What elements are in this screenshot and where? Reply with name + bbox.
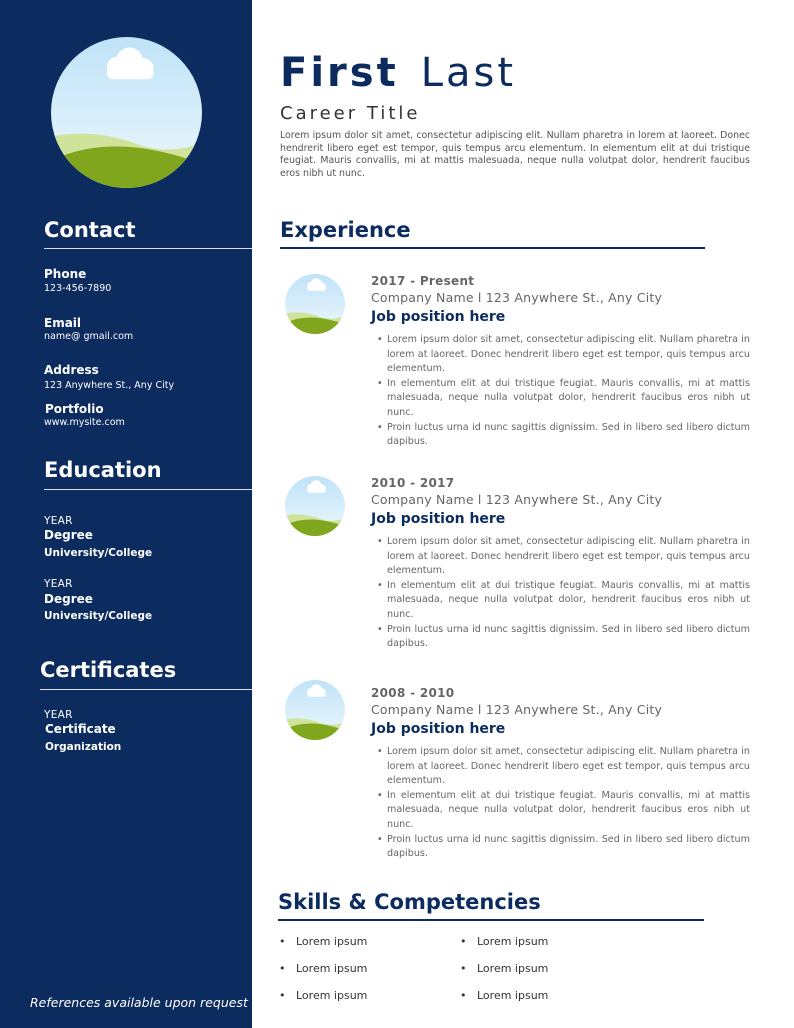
job-bullet: • In elementum elit at dui tristique feugiat. Mauris convallis, mi at mattis malesuada, neque nulla volutpat dolor, hendrerit faucibus eros nibh ut nunc.: [387, 579, 750, 623]
job-bullet: • Lorem ipsum dolor sit amet, consectetur adipiscing elit. Nullam pharetra in lorem at laoreet. Donec hendrerit libero eget est tempor, quis tempus arcu elementum.: [387, 333, 750, 377]
education-school: University/College: [44, 610, 153, 622]
education-degree: Degree: [44, 592, 93, 606]
job-company: Company Name l 123 Anywhere St., Any City: [371, 290, 663, 305]
skill-item: • Lorem ipsum: [477, 989, 548, 1016]
address-value: 123 Anywhere St., Any City: [44, 380, 175, 391]
job-bullet: • Lorem ipsum dolor sit amet, consectetur adipiscing elit. Nullam pharetra in lorem at laoreet. Donec hendrerit libero eget est tempor, quis tempus arcu elementum.: [387, 745, 750, 789]
sidebar: [0, 0, 252, 1028]
portfolio-value: www.mysite.com: [44, 417, 125, 428]
experience-heading: Experience: [280, 218, 411, 242]
contact-divider: [44, 248, 252, 249]
career-title: Career Title: [280, 103, 421, 124]
job-dates: 2017 - Present: [371, 274, 475, 288]
first-name: First: [280, 50, 399, 96]
skill-item: • Lorem ipsum: [477, 935, 548, 962]
skill-item: • Lorem ipsum: [296, 989, 367, 1016]
job-title: Job position here: [371, 309, 506, 325]
skill-item: • Lorem ipsum: [296, 962, 367, 989]
company-logo-icon: [285, 476, 345, 536]
education-year: YEAR: [44, 515, 73, 527]
job-bullet: • Lorem ipsum dolor sit amet, consectetur adipiscing elit. Nullam pharetra in lorem at laoreet. Donec hendrerit libero eget est tempor, quis tempus arcu elementum.: [387, 535, 750, 579]
skills-divider: [278, 919, 704, 921]
skill-item: • Lorem ipsum: [477, 962, 548, 989]
education-divider: [44, 489, 252, 490]
main-content: [252, 0, 794, 1028]
experience-divider: [280, 247, 705, 249]
job-bullet: • Proin luctus urna id nunc sagittis dignissim. Sed in libero sed libero dictum dapibus.: [387, 833, 750, 862]
job-dates: 2010 - 2017: [371, 476, 455, 490]
phone-value: 123-456-7890: [44, 283, 112, 294]
skills-list-right: [477, 935, 548, 1016]
profile-summary: Lorem ipsum dolor sit amet, consectetur adipiscing elit. Nullam pharetra in lorem at laoreet. Donec hendrerit libero eget est tempor, quis tempus arcu elementum. In elementum elit at dui tristique feugiat. Mauris convallis, mi at mattis malesuada, neque nulla volutpat dolor, hendrerit faucibus eros nibh ut nunc.: [280, 130, 750, 179]
education-heading: Education: [44, 458, 162, 482]
skill-item: • Lorem ipsum: [296, 935, 367, 962]
job-company: Company Name l 123 Anywhere St., Any City: [371, 702, 663, 717]
skills-list-left: [296, 935, 367, 1016]
certificate-year: YEAR: [44, 709, 73, 721]
full-name: [280, 50, 516, 96]
certificate-name: Certificate: [45, 722, 116, 736]
education-school: University/College: [44, 547, 153, 559]
portfolio-label: Portfolio: [45, 402, 104, 416]
company-logo-icon: [285, 680, 345, 740]
job-bullet: • Proin luctus urna id nunc sagittis dignissim. Sed in libero sed libero dictum dapibus.: [387, 421, 750, 450]
job-bullets: [387, 745, 750, 862]
email-value: name@ gmail.com: [44, 331, 134, 342]
address-label: Address: [44, 363, 99, 377]
education-degree: Degree: [44, 528, 93, 542]
skills-heading: Skills & Competencies: [278, 890, 541, 914]
email-label: Email: [44, 316, 82, 330]
job-bullets: [387, 333, 750, 450]
references-note: References available upon request: [30, 995, 248, 1010]
job-title: Job position here: [371, 721, 506, 737]
certificates-divider: [40, 689, 252, 690]
phone-label: Phone: [44, 267, 87, 281]
job-bullets: [387, 535, 750, 652]
certificates-heading: Certificates: [40, 658, 177, 682]
profile-photo-icon: [51, 37, 202, 188]
contact-heading: Contact: [44, 218, 136, 242]
job-bullet: • In elementum elit at dui tristique feugiat. Mauris convallis, mi at mattis malesuada, neque nulla volutpat dolor, hendrerit faucibus eros nibh ut nunc.: [387, 789, 750, 833]
job-dates: 2008 - 2010: [371, 686, 455, 700]
job-bullet: • Proin luctus urna id nunc sagittis dignissim. Sed in libero sed libero dictum dapibus.: [387, 623, 750, 652]
certificate-organization: Organization: [45, 741, 122, 753]
job-company: Company Name l 123 Anywhere St., Any City: [371, 492, 663, 507]
job-bullet: • In elementum elit at dui tristique feugiat. Mauris convallis, mi at mattis malesuada, neque nulla volutpat dolor, hendrerit faucibus eros nibh ut nunc.: [387, 377, 750, 421]
education-year: YEAR: [44, 578, 73, 590]
last-name: Last: [420, 50, 517, 96]
company-logo-icon: [285, 274, 345, 334]
job-title: Job position here: [371, 511, 506, 527]
